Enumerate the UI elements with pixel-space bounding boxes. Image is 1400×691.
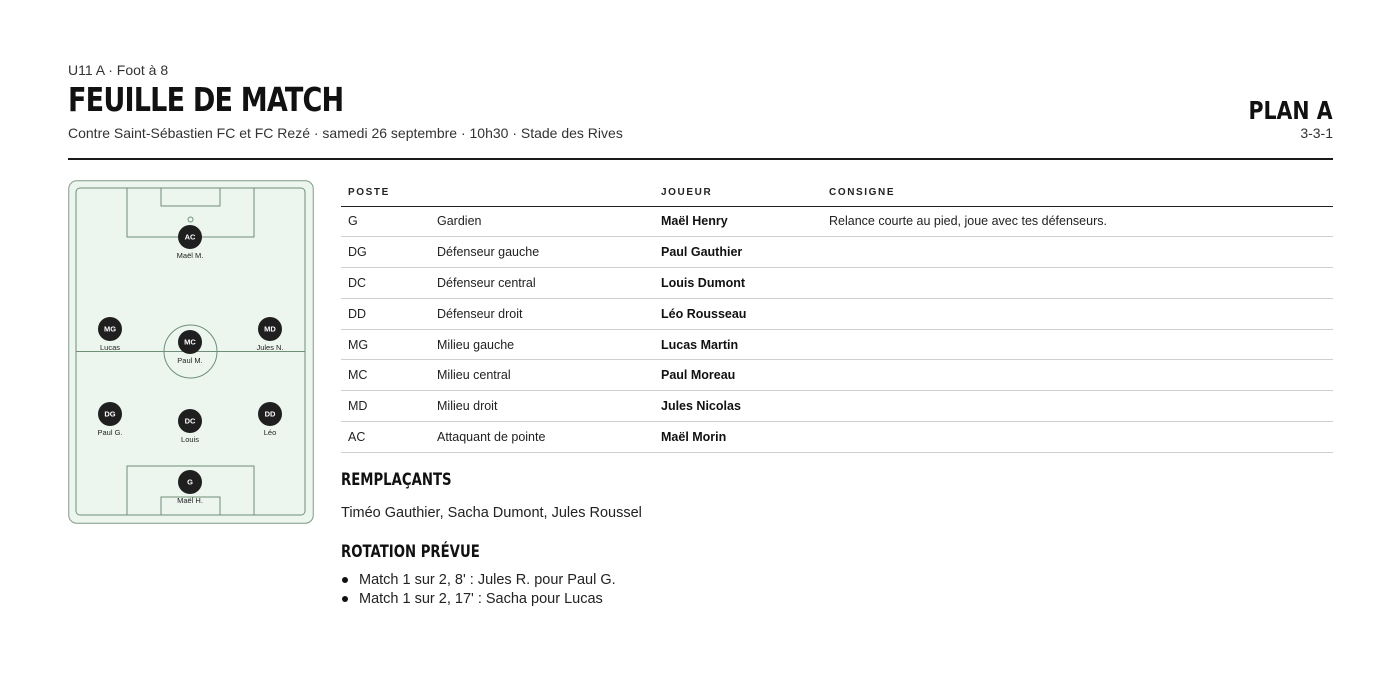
player-badge-code: MD [264,324,276,334]
page-title: FEUILLE DE MATCH [68,80,344,119]
position-code: DC [341,268,430,299]
rotation-list [341,571,616,609]
position-code: DD [341,298,430,329]
table-row [341,237,1333,268]
player-name: Maël Henry [654,206,822,237]
position-name: Milieu gauche [430,329,654,360]
player-short-name: Léo [263,428,277,437]
position-code: AC [341,422,430,453]
player-name: Maël Morin [654,422,822,453]
player-badge-code: DD [264,409,276,419]
player-instruction [822,298,1333,329]
position-name: Défenseur droit [430,298,654,329]
table-row [341,298,1333,329]
position-name: Défenseur central [430,268,654,299]
player-badge-code: G [187,477,193,487]
player-name: Léo Rousseau [654,298,822,329]
player-instruction [822,422,1333,453]
player-short-name: Jules N. [256,343,284,352]
player-badge-code: MG [103,324,117,334]
player-marker-dg [97,402,122,437]
substitutes-list: Timéo Gauthier, Sacha Dumont, Jules Roussel [341,505,642,521]
player-instruction [822,268,1333,299]
table-row [341,422,1333,453]
header-consigne: CONSIGNE [822,180,1333,206]
rotation-item-text: Match 1 sur 2, 8' : Jules R. pour Paul G. [359,572,616,588]
player-marker-mc [177,330,202,365]
position-name: Gardien [430,206,654,237]
player-name: Paul Gauthier [654,237,822,268]
player-instruction: Relance courte au pied, joue avec tes défenseurs. [822,206,1333,237]
rotation-item-text: Match 1 sur 2, 17' : Sacha pour Lucas [359,591,603,607]
bullet-icon [342,596,348,602]
bullet-icon [342,577,348,583]
player-badge-code: DC [184,416,196,426]
player-short-name: Louis [181,435,199,444]
player-badge-code: MC [184,337,196,347]
position-name: Milieu central [430,360,654,391]
player-short-name: Maël H. [177,496,203,505]
player-marker-md [256,317,283,352]
player-short-name: Lucas [99,343,121,352]
player-instruction [822,391,1333,422]
table-row [341,329,1333,360]
player-badge-code: DG [104,409,116,419]
position-code: DG [341,237,430,268]
substitutes-title: REMPLAÇANTS [341,470,452,490]
player-badge-code: AC [184,232,196,242]
table-row [341,391,1333,422]
position-code: G [341,206,430,237]
position-name: Attaquant de pointe [430,422,654,453]
player-name: Louis Dumont [654,268,822,299]
player-marker-dc [178,409,202,444]
plan-label: PLAN A [1248,96,1333,125]
player-marker-g [177,470,203,505]
player-short-name: Paul G. [97,428,123,437]
player-short-name: Maël M. [176,251,204,260]
player-name: Paul Moreau [654,360,822,391]
player-name: Lucas Martin [654,329,822,360]
rotation-title: ROTATION PRÉVUE [341,542,480,562]
pitch-diagram [68,180,314,524]
position-name: Milieu droit [430,391,654,422]
list-item [341,571,616,590]
header-joueur: JOUEUR [654,180,822,206]
table-row [341,206,1333,237]
player-name: Jules Nicolas [654,391,822,422]
player-instruction [822,360,1333,391]
position-code: MG [341,329,430,360]
player-short-name: Paul M. [177,356,203,365]
header-poste: POSTE [341,180,430,206]
formation-label: 3-3-1 [1300,125,1333,141]
player-marker-mg [98,317,122,352]
roster-header-row [341,180,1333,206]
position-code: MC [341,360,430,391]
position-name: Défenseur gauche [430,237,654,268]
team-category: U11 A · Foot à 8 [68,62,169,78]
position-code: MD [341,391,430,422]
match-details: Contre Saint-Sébastien FC et FC Rezé · samedi 26 septembre · 10h30 · Stade des Rives [68,125,623,141]
player-instruction [822,329,1333,360]
header-position-spacer [430,180,654,206]
list-item [341,590,616,609]
player-instruction [822,237,1333,268]
player-marker-ac [177,225,204,260]
table-row [341,268,1333,299]
roster-table [341,180,1333,453]
table-row [341,360,1333,391]
match-sheet-header [68,60,1333,160]
pitch-svg [68,180,314,524]
